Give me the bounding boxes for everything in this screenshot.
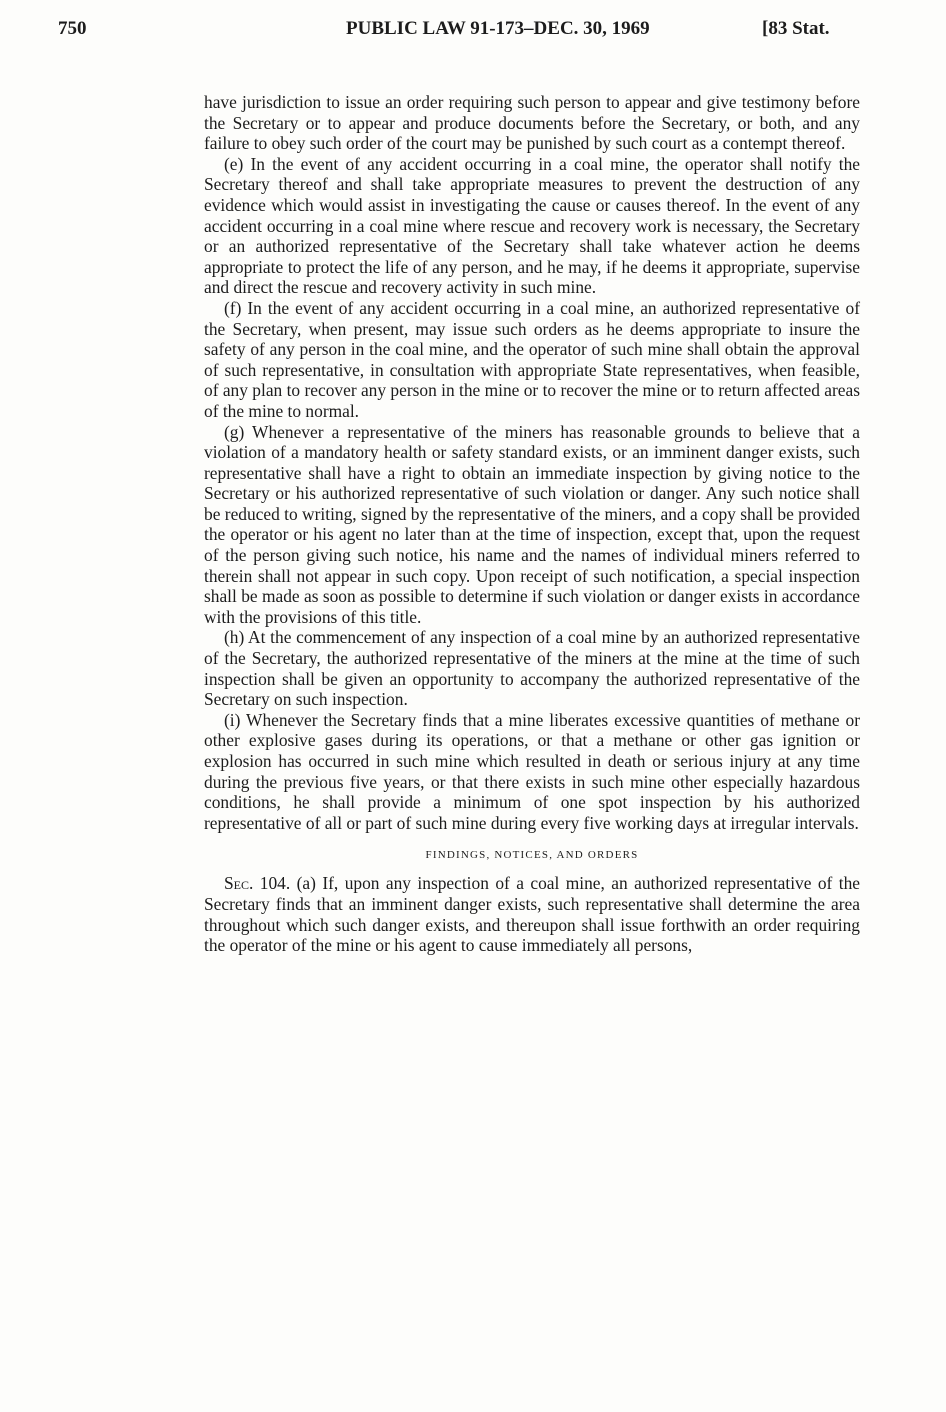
paragraph-g: (g) Whenever a representative of the miners has reasonable grounds to believe that a violation of a mandatory health or safety standard exists, or an imminent danger exists, such representative shall have a right to obtain an immediate inspection by giving notice to the Secretary or his authorized representative of such violation or danger. Any such notice shall be reduced to writing, signed by the representative of the miners, and a copy shall be provided the operator or his agent no later than at the time of inspection, except that, upon the request of the person giving such notice, his name and the names of individual miners referred to therein shall not appear in such copy. Upon receipt of such notification, a special inspection shall be made as soon as possible to determine if such violation or danger exists in accordance with the provisions of this title. [204,421,860,627]
section-104-paragraph [204,873,860,955]
page-number: 750 [58,18,87,39]
section-heading: FINDINGS, NOTICES, AND ORDERS [425,849,639,862]
volume-reference: [83 Stat. [762,18,830,39]
section-lead: Sec. 104. [224,873,291,894]
paragraph-f: (f) In the event of any accident occurring in a coal mine, an authorized representative of the Secretary, when present, may issue such orders as he deems appropriate to insure the safety of any person in the coal mine, and the operator of such mine shall obtain the approval of such representative, in consultation with appropriate State representatives, when feasible, of any plan to recover any person in the mine or to recover the mine or to return affected areas of the mine to normal. [204,297,860,421]
body-text [204,92,860,956]
page-header [0,18,946,58]
paragraph-continuation: have jurisdiction to issue an order requiring such person to appear and give testimony before the Secretary or to appear and produce documents before the Secretary, or both, and any failure to obey such order of the court may be punished by such court as a contempt thereof. [204,92,860,154]
section-text: (a) If, upon any inspection of a coal mine, an authorized representative of the Secretary finds that an imminent danger exists, such representative shall determine the area throughout which such danger exists, and thereupon shall issue forthwith an order requiring the operator of the mine or his agent to cause immediately all persons, [204,873,861,956]
paragraph-e: (e) In the event of any accident occurring in a coal mine, the operator shall notify the Secretary thereof and shall take appropriate measures to prevent the destruction of any evidence which would assist in investigating the cause or causes thereof. In the event of any accident occurring in a coal mine where rescue and recovery work is necessary, the Secretary or an authorized representative of the Secretary shall take whatever action he deems appropriate to protect the life of any person, and he may, if he deems it appropriate, supervise and direct the rescue and recovery activity in such mine. [204,153,860,298]
paragraph-h: (h) At the commencement of any inspection of a coal mine by an authorized representative of the Secretary, the authorized representative of the miners at the mine at the time of such inspection shall be given an opportunity to accompany the authorized representative of the Secretary on such inspection. [204,627,860,710]
running-title: PUBLIC LAW 91-173–DEC. 30, 1969 [346,18,650,39]
paragraph-i: (i) Whenever the Secretary finds that a mine liberates excessive quantities of methane or other explosive gases during its operations, or that a methane or other gas ignition or explosion has occurred in such mine which resulted in death or serious injury at any time during the previous five years, or that there exists in such mine other especially hazardous conditions, he shall provide a minimum of one spot inspection by his authorized representative of all or part of such mine during every five working days at irregular intervals. [204,709,860,833]
